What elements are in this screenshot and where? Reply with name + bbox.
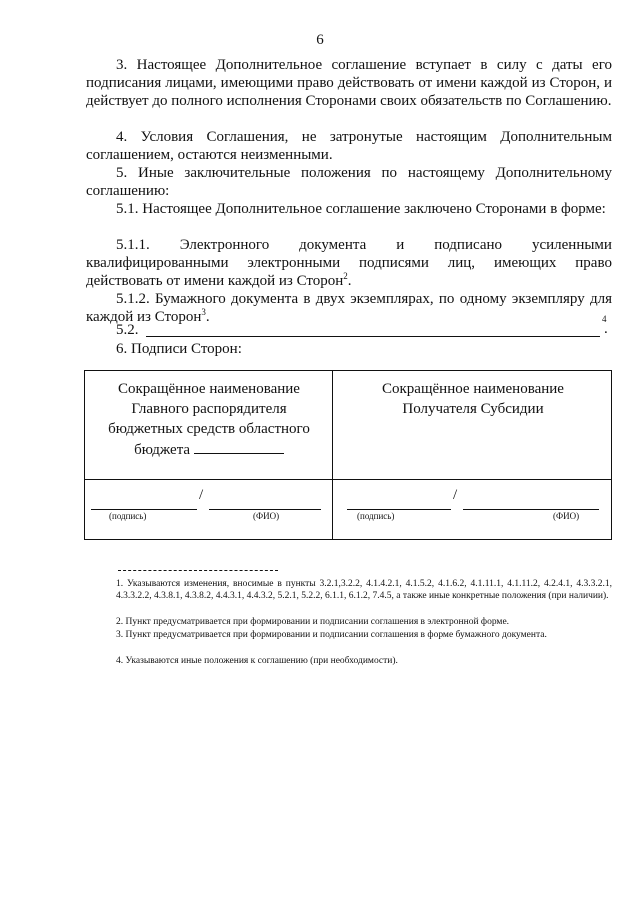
period: . <box>205 309 210 325</box>
paragraph-5-1-1-line2 <box>86 254 612 272</box>
paragraph-5: 5. Иные заключительные положения по настоящему Дополнительному соглашению: <box>86 165 612 199</box>
table-divider-vertical <box>332 371 333 539</box>
word: подписано <box>434 237 503 253</box>
period: . <box>347 273 352 289</box>
signature-table <box>84 370 612 540</box>
word: документа <box>299 237 367 253</box>
grantor-title-line-last <box>89 439 329 460</box>
grantor-name-caption: (ФИО) <box>253 511 280 521</box>
word: 5.1.1. <box>116 237 150 253</box>
page-number: 6 <box>316 32 324 48</box>
word: право <box>575 255 612 271</box>
word: подписями <box>359 255 429 271</box>
footnote-ref-4: 4 <box>602 314 607 324</box>
word: и <box>396 237 405 253</box>
word: Электронного <box>179 237 270 253</box>
grantor-name-line <box>209 495 321 510</box>
paragraph-5-2-label: 5.2. <box>116 322 139 338</box>
recipient-slash: / <box>453 487 458 503</box>
recipient-title-line: Получателя Субсидии <box>402 401 544 417</box>
word: квалифицированными <box>86 255 229 271</box>
recipient-signature-line <box>347 495 451 510</box>
recipient-signature-caption: (подпись) <box>357 511 395 521</box>
grantor-signature-line <box>91 495 197 510</box>
text: действовать от имени каждой из Сторон <box>86 273 344 289</box>
footnote-1: 1. Указываются изменения, вносимые в пункты 3.2.1,3.2.2, 4.1.4.2.1, 4.1.5.2, 4.1.6.2, 4.1.11.1, 4.1.11.2, 4.2.4.1, 4.3.3.2.1, 4.3.3.2.2, 4.3.8.1, 4.3.8.2, 4.4.3.1, 4.4.3.2, 5.2.1, 5.2.2, 6.1.1, 6.1.2, 7.4.5, а также иные конкретные положения (при наличии). <box>116 579 612 601</box>
table-divider-horizontal <box>85 479 611 480</box>
footnote-4: 4. Указываются иные положения к соглашению (при необходимости). <box>116 656 398 666</box>
text: 5.1.2. Бумажного документа в двух экземплярах, по одному экземпляру для каждой из Сторон <box>86 291 612 325</box>
recipient-name-caption: (ФИО) <box>553 511 580 521</box>
grantor-slash: / <box>199 487 204 503</box>
paragraph-5-1-1-line3 <box>86 272 612 290</box>
paragraph-5-2-period: . <box>604 321 608 337</box>
paragraph-5-2-blank-line <box>146 336 600 337</box>
grantor-blank-line <box>194 439 284 454</box>
paragraph-4: 4. Условия Соглашения, не затронутые настоящим Дополнительным соглашением, остаются неизменными. <box>86 129 612 163</box>
word: электронными <box>247 255 341 271</box>
recipient-name-line <box>463 495 599 510</box>
grantor-title-line: Сокращённое наименование <box>118 381 300 397</box>
footnote-3: 3. Пункт предусматривается при формировании и подписании соглашения в форме бумажного документа. <box>116 630 547 640</box>
word: усиленными <box>531 237 612 253</box>
word: имеющих <box>493 255 557 271</box>
footnote-ref-2: 2 <box>343 271 348 281</box>
paragraph-5-1-2 <box>86 290 612 326</box>
paragraph-5-1-1-line1 <box>116 236 612 254</box>
grantor-signature-caption: (подпись) <box>109 511 147 521</box>
paragraph-3: 3. Настоящее Дополнительное соглашение вступает в силу с даты его подписания лицами, имеющими право действовать от имени каждой из Сторон, и действует до полного исполнения Сторонами своих обязательств по Соглашению. <box>86 57 612 109</box>
grantor-title-line: бюджетных средств областного <box>108 421 310 437</box>
recipient-name-cell <box>337 379 609 419</box>
footnote-ref-3: 3 <box>201 307 206 317</box>
footnote-separator <box>118 570 278 571</box>
grantor-title-line: Главного распорядителя <box>131 401 287 417</box>
paragraph-6: 6. Подписи Сторон: <box>116 341 242 357</box>
recipient-title-line: Сокращённое наименование <box>382 381 564 397</box>
grantor-name-cell <box>89 379 329 460</box>
grantor-title-word: бюджета <box>134 442 191 458</box>
paragraph-5-1: 5.1. Настоящее Дополнительное соглашение заключено Сторонами в форме: <box>116 201 606 217</box>
word: лиц, <box>447 255 476 271</box>
footnote-2: 2. Пункт предусматривается при формировании и подписании соглашения в электронной форме. <box>116 617 510 627</box>
